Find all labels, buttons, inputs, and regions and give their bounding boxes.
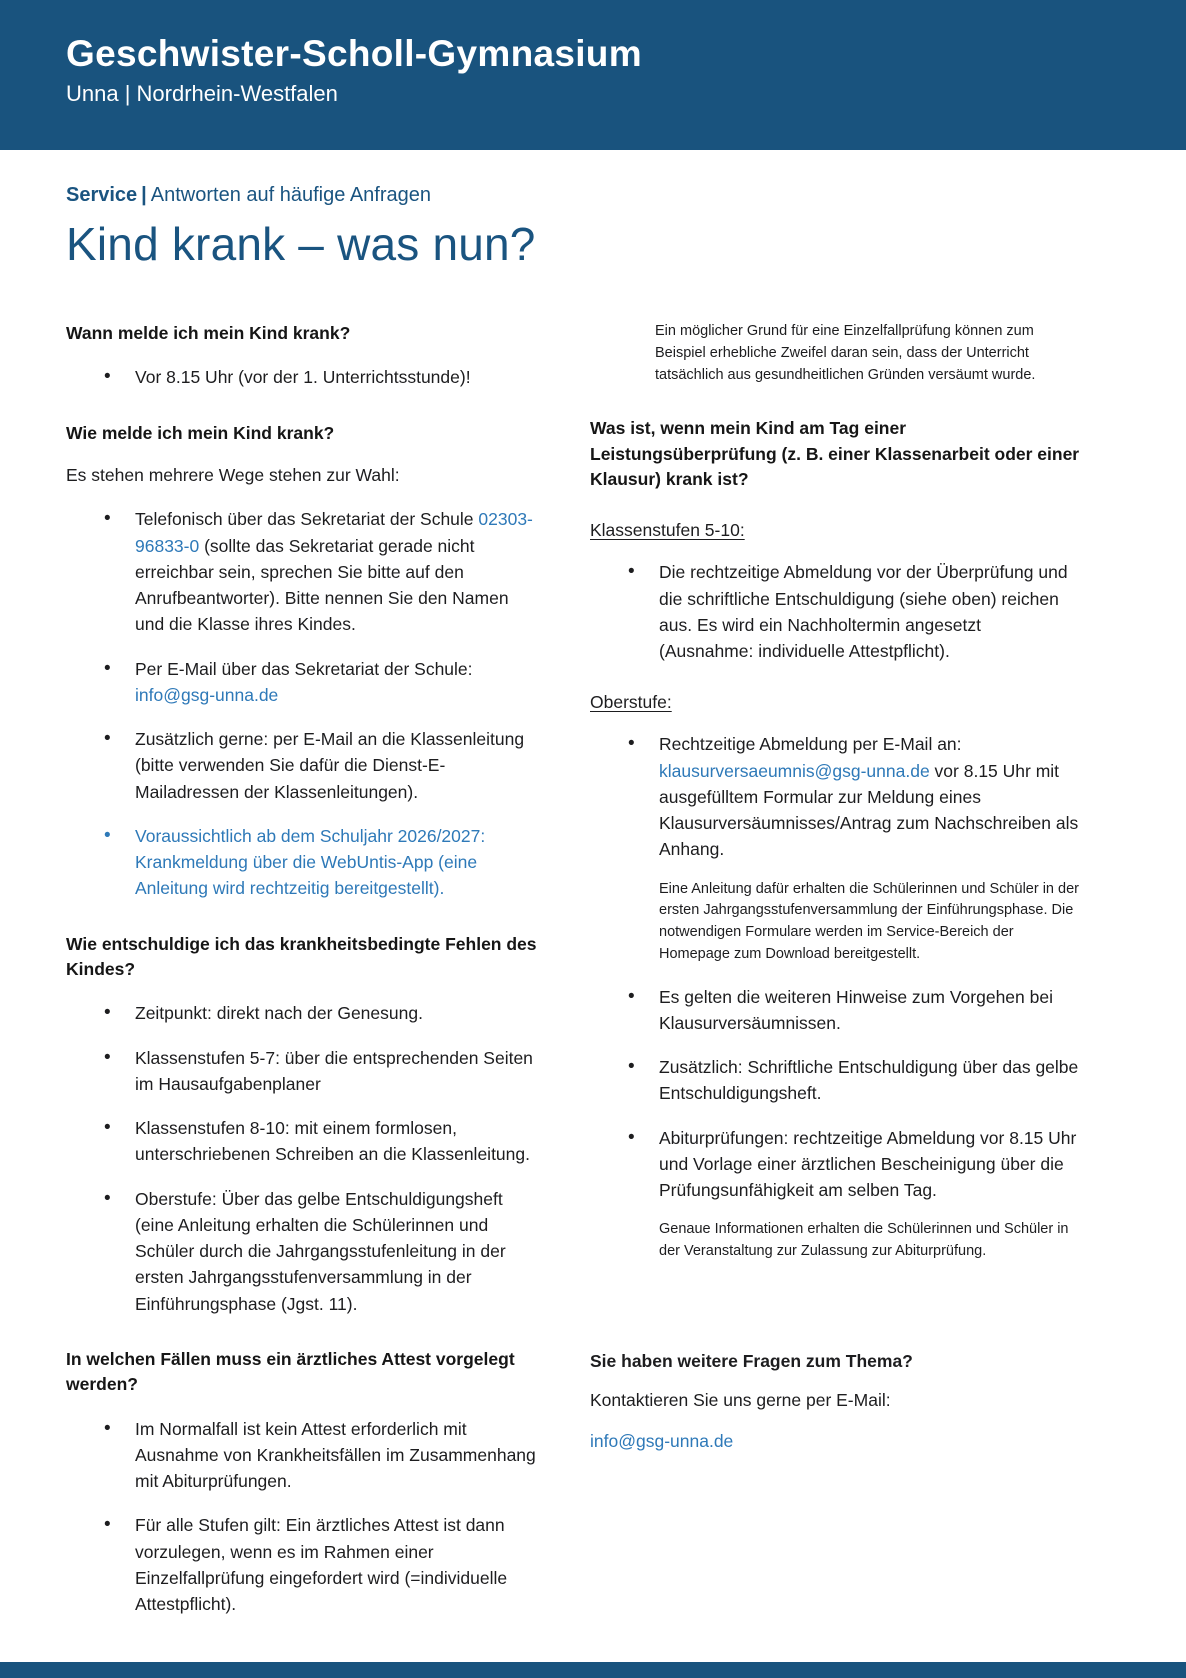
intro-text: Es stehen mehrere Wege stehen zur Wahl: [66, 465, 400, 485]
breadcrumb [66, 184, 1106, 207]
bullet-text: Vor 8.15 Uhr (vor der 1. Unterrichtsstunde)! [135, 367, 471, 388]
bullet-item [66, 1416, 540, 1495]
bullet-list [66, 1416, 540, 1618]
question-heading-how: Wie melde ich mein Kind krank? [66, 422, 335, 443]
bullet-text: Zeitpunkt: direkt nach der Genesung. [135, 1003, 423, 1024]
contact-email-link[interactable]: info@gsg-unna.de [590, 1430, 734, 1451]
bullet-text: Voraussichtlich ab dem Schuljahr 2026/2027: Krankmeldung über die WebUntis-App (eine Anleitung wird rechtzeitig bereitgestellt). [135, 825, 486, 899]
bullet-item [590, 984, 1080, 1037]
contact-text: Kontaktieren Sie uns gerne per E-Mail: [590, 1389, 891, 1410]
page-title: Kind krank – was nun? [66, 218, 536, 270]
question-heading-attest: In welchen Fällen muss ein ärztliches Attest vorgelegt werden? [66, 1348, 515, 1395]
breadcrumb-separator: | [141, 184, 147, 206]
bullet-text: Klassenstufen 8-10: mit einem formlosen, unterschriebenen Schreiben an die Klassenleitung. [135, 1118, 530, 1165]
secretariat-email-link[interactable]: info@gsg-unna.de [135, 684, 279, 705]
bullet-list [66, 1000, 540, 1317]
bullet-text: (sollte das Sekretariat gerade nicht erreichbar sein, sprechen Sie bitte auf den Anrufbeantworter). Bitte nennen Sie den Namen und die Klasse ihres Kindes. [135, 535, 509, 635]
question-heading-when: Wann melde ich mein Kind krank? [66, 323, 351, 343]
bullet-text: Im Normalfall ist kein Attest erforderlich mit Ausnahme von Krankheitsfällen im Zusammenhang mit Abiturprüfungen. [135, 1418, 536, 1491]
bullet-text: Für alle Stufen gilt: Ein ärztliches Attest ist dann vorzulegen, wenn es im Rahmen einer Einzelfallprüfung eingefordert wird (=individuelle Attestpflicht). [135, 1515, 508, 1614]
bullet-list [590, 731, 1080, 1263]
bullet-item [66, 1512, 540, 1617]
note-anleitung: Eine Anleitung dafür erhalten die Schülerinnen und Schüler in der ersten Jahrgangsstufenversammlung der Einführungsphase. Die notwendigen Formulare werden im Service-Bereich der Homepage zum Download bereitgestellt. [659, 880, 1079, 962]
bullet-item [66, 1186, 540, 1317]
phone-link[interactable]: 02303-96833-0 [135, 509, 533, 556]
two-column-layout [66, 319, 1106, 1635]
bullet-item [66, 1045, 540, 1098]
note-einzelfallpruefung: Ein möglicher Grund für eine Einzelfallprüfung können zum Beispiel erhebliche Zweifel daran sein, dass der Unterricht tatsächlich aus gesundheitlichen Gründen versäumt wurde. [655, 323, 1036, 383]
bullet-text: Telefonisch über das Sekretariat der Schule [135, 509, 479, 530]
bullet-list [66, 506, 540, 901]
bullet-item [590, 1125, 1080, 1263]
bullet-text: vor 8.15 Uhr mit ausgefülltem Formular zur Meldung eines Klausurversäumnisses/Antrag zum Nachschreiben als Anhang. [659, 760, 1079, 860]
breadcrumb-service-label: Service [66, 184, 138, 206]
contact-block [590, 1351, 1080, 1452]
question-heading-exam-day: Was ist, wenn mein Kind am Tag einer Leistungsüberprüfung (z. B. einer Klassenarbeit oder einer Klausur) krank ist? [590, 418, 1080, 489]
bullet-text: Zusätzlich: Schriftliche Entschuldigung über das gelbe Entschuldigungsheft. [659, 1057, 1079, 1104]
bullet-text: Die rechtzeitige Abmeldung vor der Überprüfung und die schriftliche Entschuldigung (siehe oben) reichen aus. Es wird ein Nachholtermin angesetzt (Ausnahme: individuelle Attestpflicht). [659, 562, 1068, 662]
bullet-text: Klassenstufen 5-7: über die entsprechenden Seiten im Hausaufgabenplaner [135, 1047, 533, 1094]
bullet-text: Per E-Mail über das Sekretariat der Schule: [135, 658, 473, 679]
subheading-oberstufe: Oberstufe: [590, 692, 672, 713]
klausurversaeumnis-email-link[interactable]: klausurversaeumnis@gsg-unna.de [659, 760, 930, 781]
bullet-item [590, 559, 1080, 664]
breadcrumb-section-label: Antworten auf häufige Anfragen [150, 184, 431, 206]
bullet-list [590, 559, 1080, 664]
bullet-text: Abiturprüfungen: rechtzeitige Abmeldung vor 8.15 Uhr und Vorlage einer ärztlichen Bescheinigung über die Prüfungsunfähigkeit am selben Tag. [659, 1127, 1077, 1201]
bullet-list [66, 364, 540, 390]
header-band [0, 0, 1186, 150]
school-name: Geschwister-Scholl-Gymnasium [66, 33, 642, 74]
school-logo [66, 34, 1120, 107]
bullet-text: Zusätzlich gerne: per E-Mail an die Klassenleitung (bitte verwenden Sie dafür die Dienst-E-Mailadressen der Klassenleitungen). [135, 729, 525, 802]
subheading-klassenstufen-5-10: Klassenstufen 5-10: [590, 520, 745, 541]
bullet-text: Oberstufe: Über das gelbe Entschuldigungsheft (eine Anleitung erhalten die Schülerinnen und Schüler durch die Jahrgangsstufenleitung in der ersten Jahrgangsstufenversammlung in der Einführungsphase (Jgst. 11). [135, 1188, 506, 1314]
bullet-item [66, 506, 540, 637]
bullet-item [66, 656, 540, 709]
bullet-text: Es gelten die weiteren Hinweise zum Vorgehen bei Klausurversäumnissen. [659, 986, 1053, 1033]
footer-bar [0, 1662, 1186, 1678]
right-column [590, 319, 1080, 1452]
contact-heading: Sie haben weitere Fragen zum Thema? [590, 1350, 913, 1371]
bullet-item [66, 364, 540, 390]
bullet-item [590, 731, 1080, 965]
left-column [66, 319, 540, 1635]
bullet-item [66, 726, 540, 805]
bullet-item [590, 1054, 1080, 1107]
school-location: Unna | Nordrhein-Westfalen [66, 80, 338, 106]
content-area [0, 150, 1186, 1662]
bullet-item [66, 1000, 540, 1026]
bullet-item [66, 1115, 540, 1168]
question-heading-excuse: Wie entschuldige ich das krankheitsbedingte Fehlen des Kindes? [66, 933, 537, 979]
note-abitur-info: Genaue Informationen erhalten die Schülerinnen und Schüler in der Veranstaltung zur Zulassung zur Abiturprüfung. [659, 1221, 1069, 1260]
bullet-item-webuntis-notice [66, 823, 540, 902]
bullet-text: Rechtzeitige Abmeldung per E-Mail an: [659, 734, 962, 755]
